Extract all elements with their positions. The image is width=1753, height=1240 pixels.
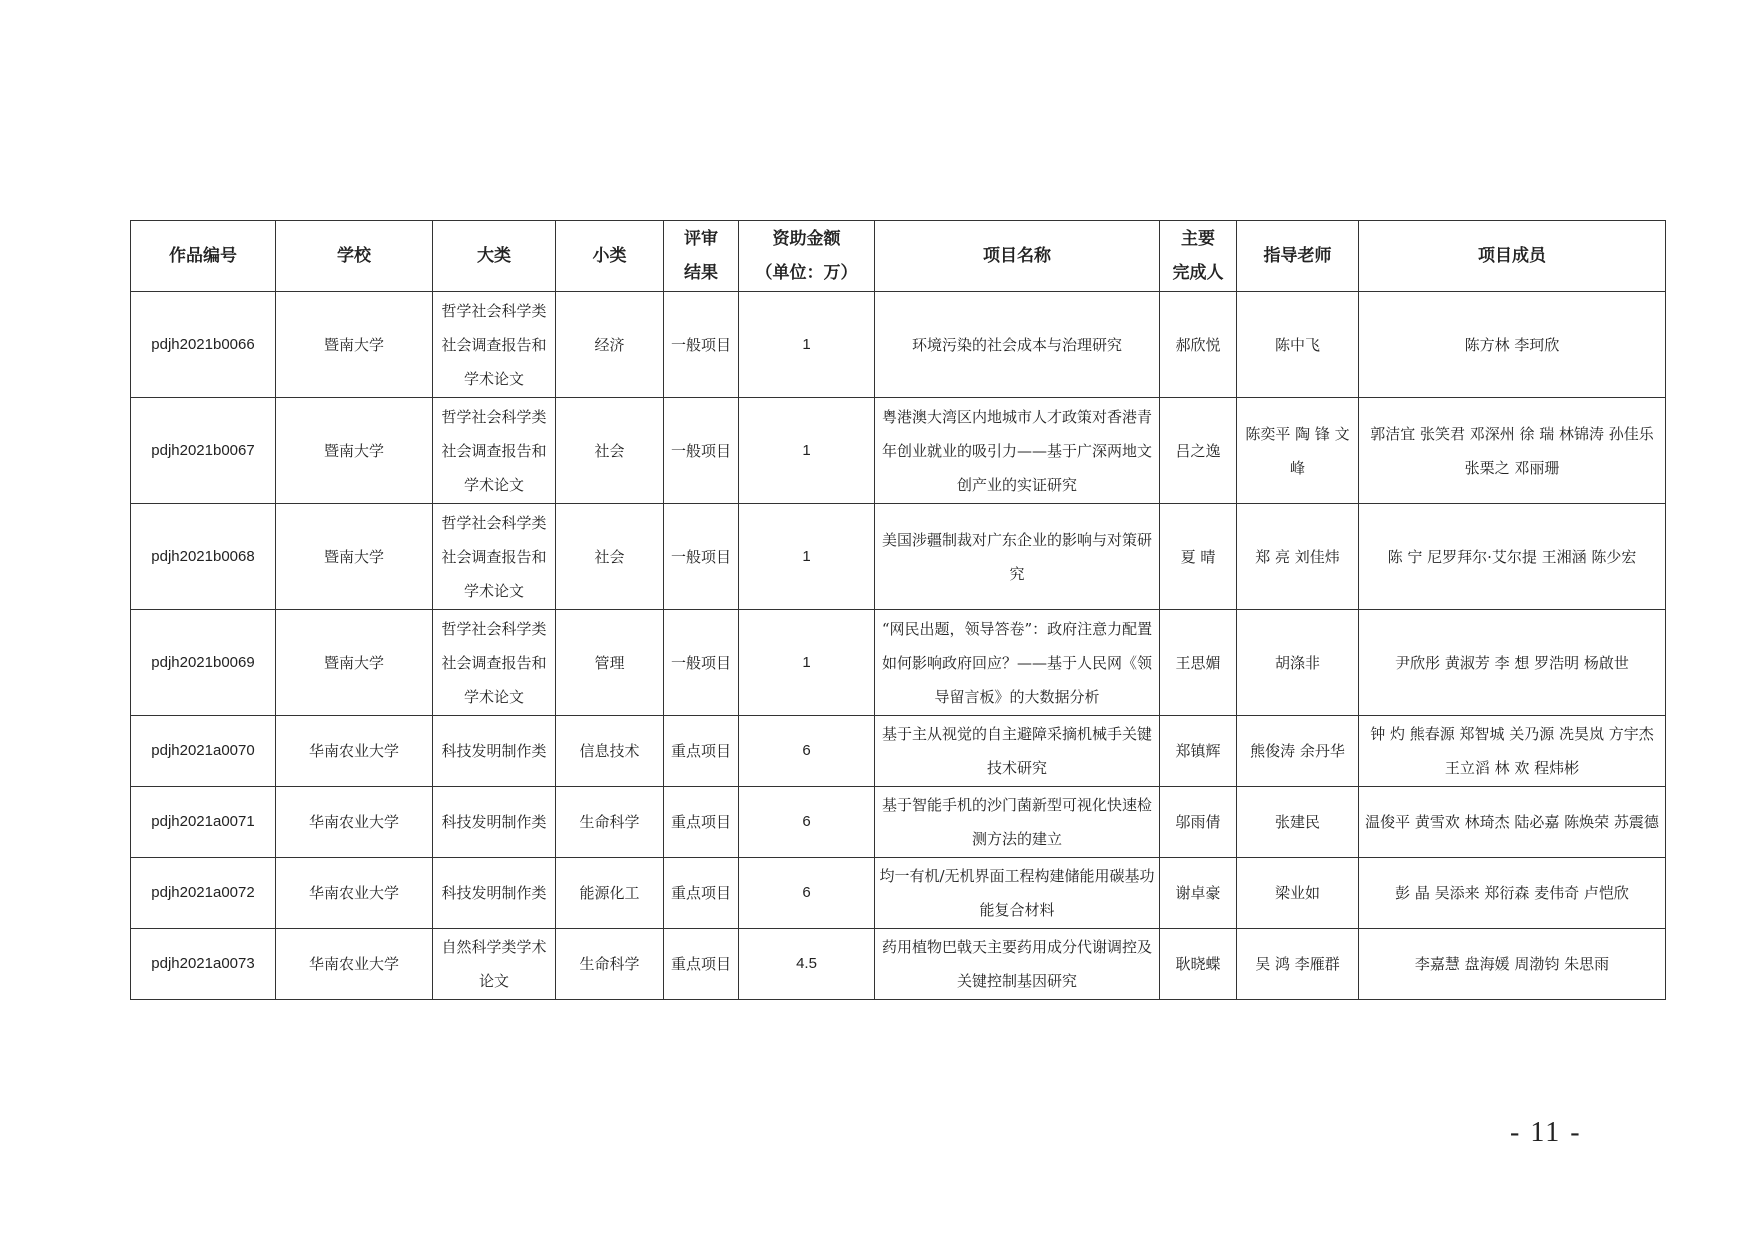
cell-school: 暨南大学 [276, 504, 433, 610]
page-number: - 11 - [1510, 1117, 1582, 1148]
table-body [131, 292, 1666, 1000]
cell-category: 科技发明制作类 [433, 858, 556, 929]
header-review-result [664, 221, 739, 292]
cell-advisor: 张建民 [1237, 787, 1359, 858]
cell-project-name: 美国涉疆制裁对广东企业的影响与对策研究 [875, 504, 1160, 610]
cell-category: 科技发明制作类 [433, 787, 556, 858]
cell-code: pdjh2021b0068 [131, 504, 276, 610]
cell-subcategory: 能源化工 [556, 858, 664, 929]
header-school: 学校 [276, 221, 433, 292]
cell-subcategory: 社会 [556, 504, 664, 610]
project-table [130, 220, 1666, 1000]
cell-school: 暨南大学 [276, 610, 433, 716]
cell-subcategory: 管理 [556, 610, 664, 716]
header-leader [1160, 221, 1237, 292]
cell-school: 暨南大学 [276, 292, 433, 398]
cell-advisor: 梁业如 [1237, 858, 1359, 929]
table-header [131, 221, 1666, 292]
table-row [131, 787, 1666, 858]
header-category: 大类 [433, 221, 556, 292]
cell-members: 尹欣彤 黄淑芳 李 想 罗浩明 杨啟世 [1359, 610, 1666, 716]
cell-category: 哲学社会科学类社会调查报告和学术论文 [433, 292, 556, 398]
cell-code: pdjh2021b0069 [131, 610, 276, 716]
cell-code: pdjh2021a0070 [131, 716, 276, 787]
cell-school: 暨南大学 [276, 398, 433, 504]
cell-category: 科技发明制作类 [433, 716, 556, 787]
cell-code: pdjh2021b0067 [131, 398, 276, 504]
cell-leader: 郝欣悦 [1160, 292, 1237, 398]
cell-category: 哲学社会科学类社会调查报告和学术论文 [433, 398, 556, 504]
header-leader-line2: 完成人 [1172, 263, 1224, 283]
header-review-line2: 结果 [684, 263, 718, 283]
cell-school: 华南农业大学 [276, 929, 433, 1000]
cell-members: 温俊平 黄雪欢 林琦杰 陆必嘉 陈焕荣 苏震德 [1359, 787, 1666, 858]
cell-leader: 郑镇辉 [1160, 716, 1237, 787]
cell-leader: 邬雨倩 [1160, 787, 1237, 858]
cell-category: 自然科学类学术论文 [433, 929, 556, 1000]
cell-project-name: 基于智能手机的沙门菌新型可视化快速检测方法的建立 [875, 787, 1160, 858]
cell-result: 一般项目 [664, 398, 739, 504]
cell-result: 一般项目 [664, 504, 739, 610]
cell-leader: 夏 晴 [1160, 504, 1237, 610]
cell-members: 郭洁宜 张笑君 邓深州 徐 瑞 林锦涛 孙佳乐 张栗之 邓丽珊 [1359, 398, 1666, 504]
cell-result: 重点项目 [664, 787, 739, 858]
cell-advisor: 陈奕平 陶 锋 文 峰 [1237, 398, 1359, 504]
cell-project-name: 基于主从视觉的自主避障采摘机械手关键技术研究 [875, 716, 1160, 787]
cell-funding: 6 [739, 787, 875, 858]
cell-members: 彭 晶 吴添来 郑衍森 麦伟奇 卢恺欣 [1359, 858, 1666, 929]
cell-result: 重点项目 [664, 858, 739, 929]
cell-category: 哲学社会科学类社会调查报告和学术论文 [433, 610, 556, 716]
cell-funding: 6 [739, 858, 875, 929]
cell-members: 陈 宁 尼罗拜尔·艾尔提 王湘涵 陈少宏 [1359, 504, 1666, 610]
cell-advisor: 熊俊涛 余丹华 [1237, 716, 1359, 787]
cell-funding: 1 [739, 398, 875, 504]
header-funding [739, 221, 875, 292]
header-funding-line2: （单位：万） [755, 263, 858, 283]
cell-subcategory: 经济 [556, 292, 664, 398]
cell-school: 华南农业大学 [276, 858, 433, 929]
cell-funding: 1 [739, 504, 875, 610]
cell-project-name: 药用植物巴戟天主要药用成分代谢调控及关键控制基因研究 [875, 929, 1160, 1000]
cell-funding: 6 [739, 716, 875, 787]
cell-project-name: “网民出题，领导答卷”：政府注意力配置如何影响政府回应？——基于人民网《领导留言板》的大数据分析 [875, 610, 1160, 716]
cell-subcategory: 信息技术 [556, 716, 664, 787]
table-row [131, 398, 1666, 504]
cell-leader: 王思媚 [1160, 610, 1237, 716]
results-sheet [130, 220, 1665, 1000]
table-row [131, 292, 1666, 398]
table-row [131, 716, 1666, 787]
cell-project-name: 均一有机/无机界面工程构建储能用碳基功能复合材料 [875, 858, 1160, 929]
cell-leader: 吕之逸 [1160, 398, 1237, 504]
cell-funding: 1 [739, 292, 875, 398]
table-row [131, 929, 1666, 1000]
cell-members: 陈方林 李珂欣 [1359, 292, 1666, 398]
cell-advisor: 吴 鸿 李雁群 [1237, 929, 1359, 1000]
cell-advisor: 陈中飞 [1237, 292, 1359, 398]
cell-subcategory: 社会 [556, 398, 664, 504]
cell-funding: 4.5 [739, 929, 875, 1000]
header-advisor: 指导老师 [1237, 221, 1359, 292]
table-row [131, 858, 1666, 929]
cell-code: pdjh2021b0066 [131, 292, 276, 398]
cell-advisor: 胡涤非 [1237, 610, 1359, 716]
table-row [131, 504, 1666, 610]
header-funding-line1: 资助金额 [772, 229, 841, 249]
cell-leader: 耿晓蝶 [1160, 929, 1237, 1000]
table-row [131, 610, 1666, 716]
cell-code: pdjh2021a0073 [131, 929, 276, 1000]
cell-members: 钟 灼 熊春源 郑智城 关乃源 冼昊岚 方宇杰 王立滔 林 欢 程炜彬 [1359, 716, 1666, 787]
cell-leader: 谢卓豪 [1160, 858, 1237, 929]
cell-funding: 1 [739, 610, 875, 716]
cell-school: 华南农业大学 [276, 716, 433, 787]
header-code: 作品编号 [131, 221, 276, 292]
cell-result: 一般项目 [664, 610, 739, 716]
cell-code: pdjh2021a0071 [131, 787, 276, 858]
header-project-name: 项目名称 [875, 221, 1160, 292]
cell-category: 哲学社会科学类社会调查报告和学术论文 [433, 504, 556, 610]
cell-project-name: 环境污染的社会成本与治理研究 [875, 292, 1160, 398]
cell-result: 重点项目 [664, 716, 739, 787]
header-members: 项目成员 [1359, 221, 1666, 292]
cell-result: 重点项目 [664, 929, 739, 1000]
cell-school: 华南农业大学 [276, 787, 433, 858]
cell-code: pdjh2021a0072 [131, 858, 276, 929]
cell-result: 一般项目 [664, 292, 739, 398]
header-subcategory: 小类 [556, 221, 664, 292]
cell-project-name: 粤港澳大湾区内地城市人才政策对香港青年创业就业的吸引力——基于广深两地文创产业的实证研究 [875, 398, 1160, 504]
cell-advisor: 郑 亮 刘佳炜 [1237, 504, 1359, 610]
cell-subcategory: 生命科学 [556, 929, 664, 1000]
cell-subcategory: 生命科学 [556, 787, 664, 858]
cell-members: 李嘉慧 盘海媛 周渤钧 朱思雨 [1359, 929, 1666, 1000]
header-leader-line1: 主要 [1181, 229, 1215, 249]
header-review-line1: 评审 [684, 229, 718, 249]
